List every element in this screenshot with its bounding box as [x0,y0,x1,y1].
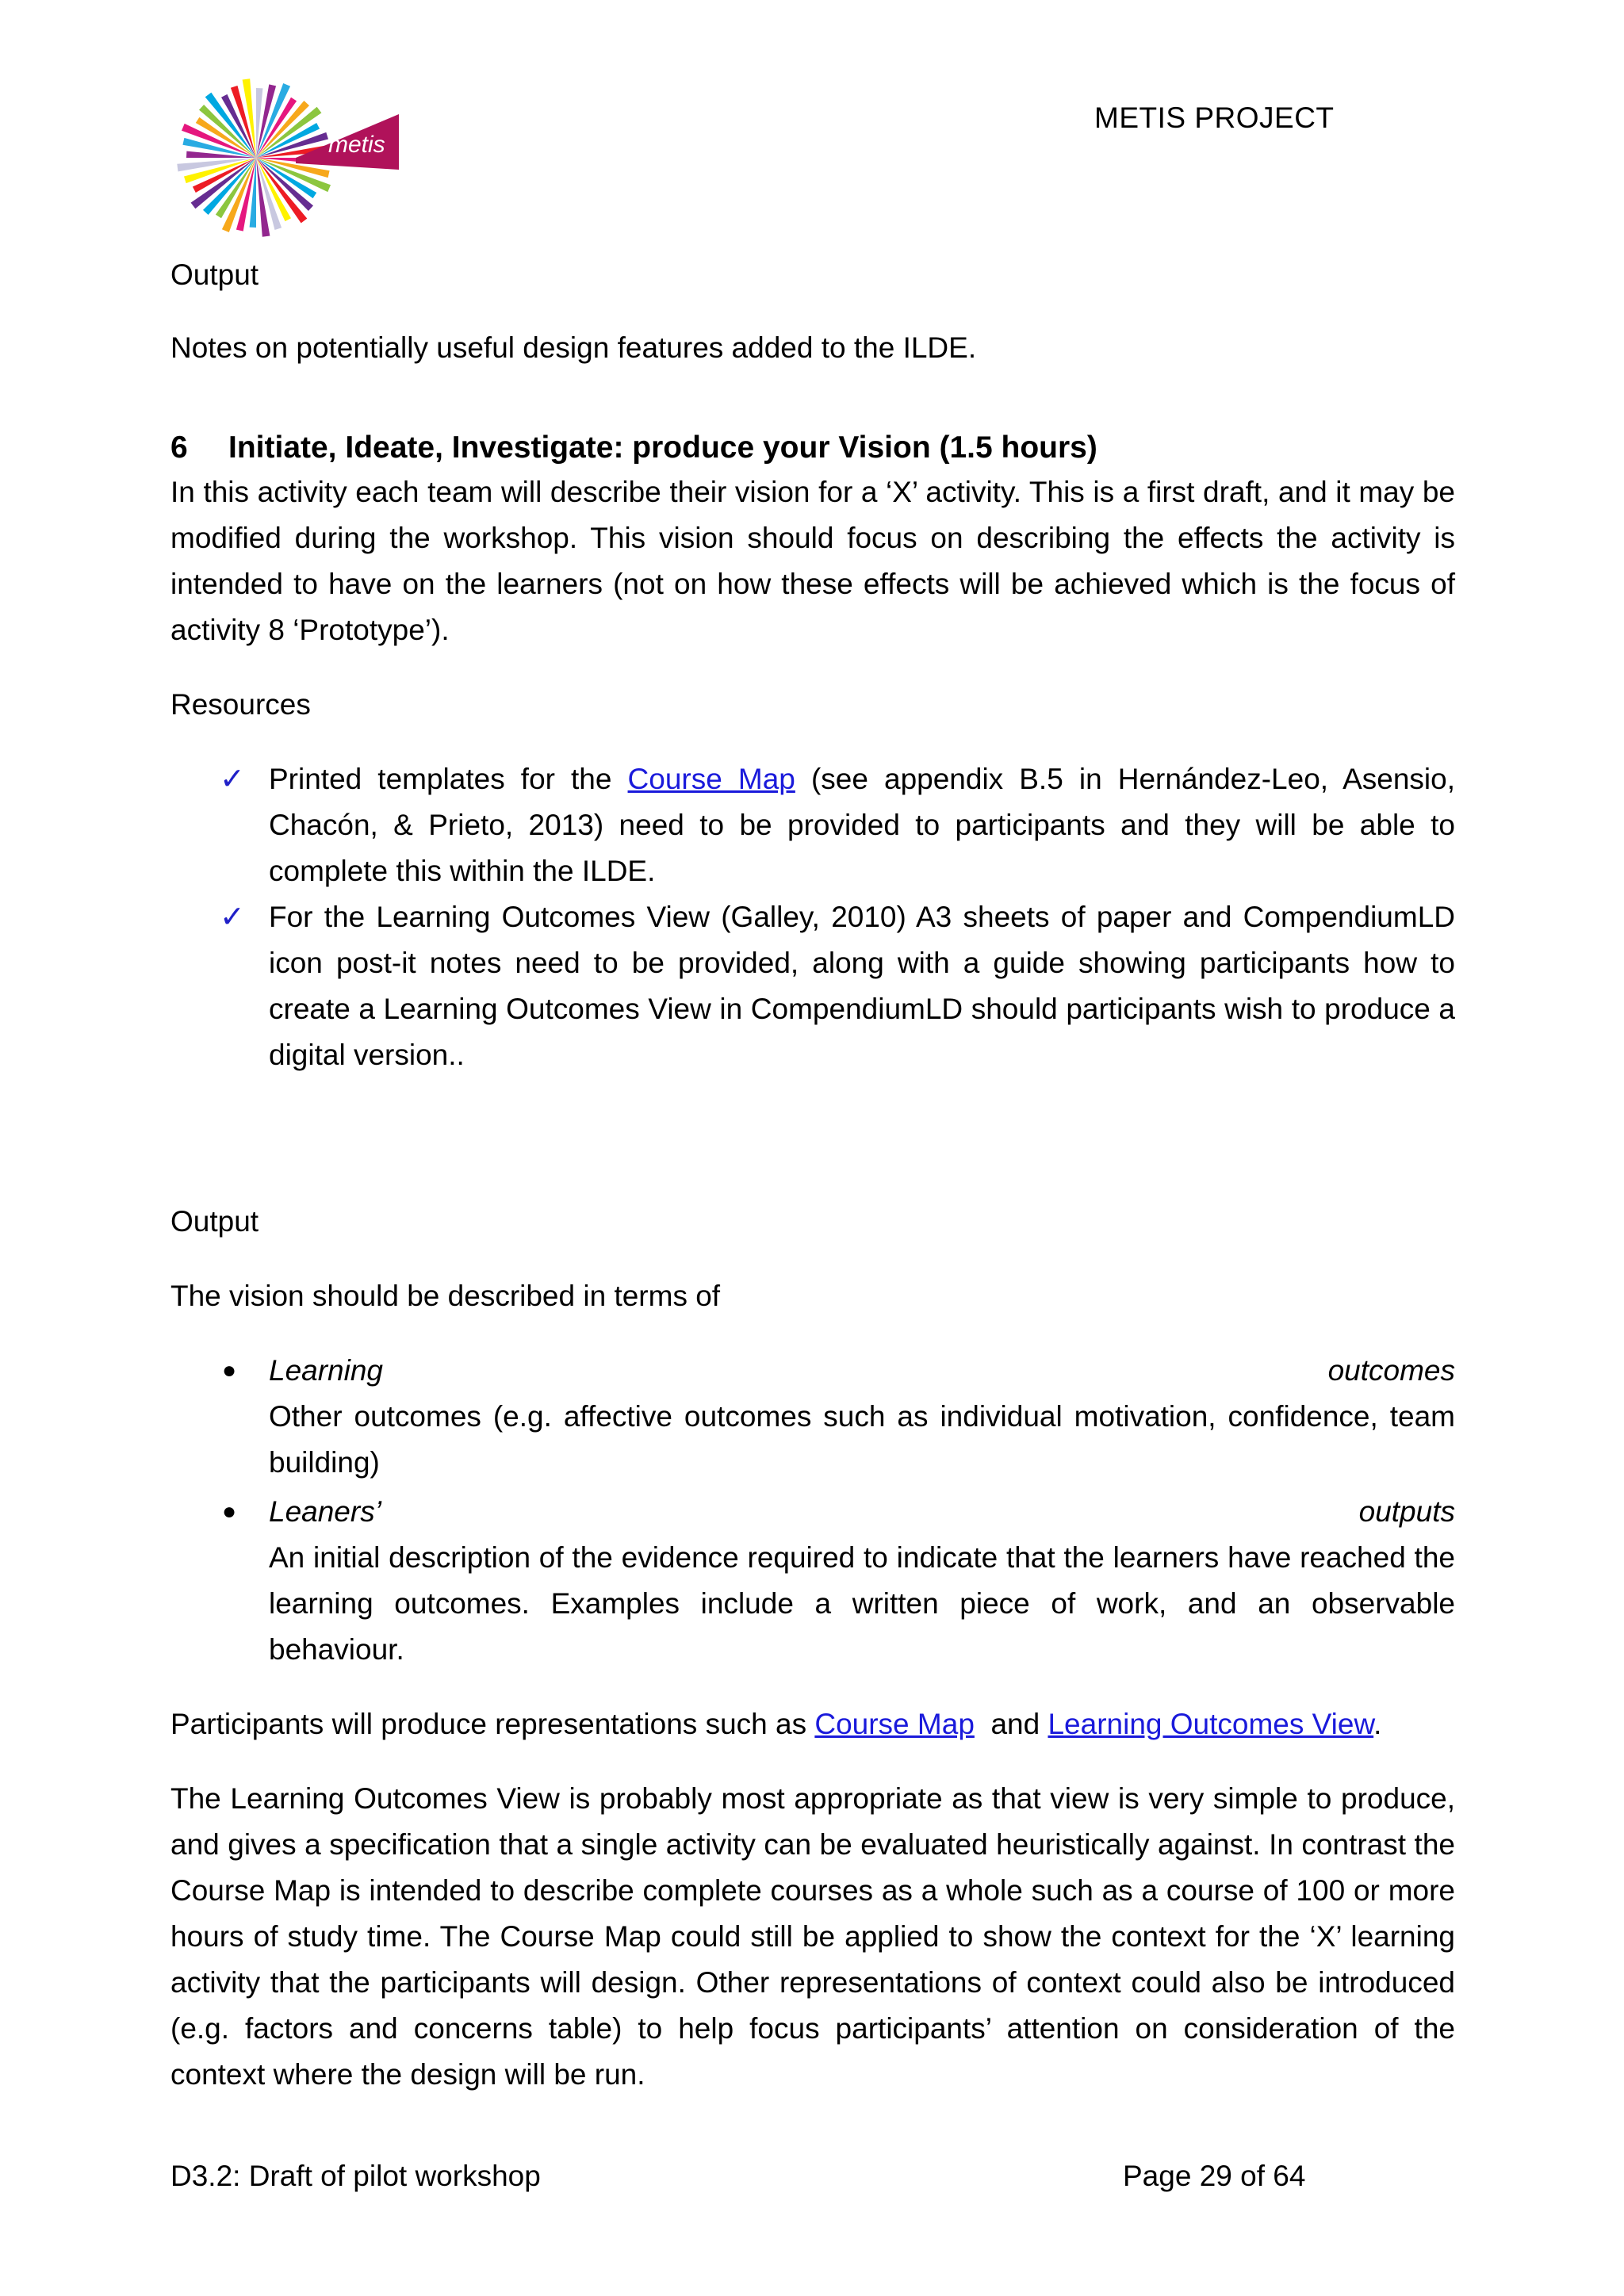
closing-paragraph: The Learning Outcomes View is probably most appropriate as that view is very simple to produce, and gives a specification that a single activity can be evaluated heuristically against. In contrast the Course Map is intended to describe complete courses as a whole such as a course of 100 or more hours of study time. The Course Map could still be applied to show the context for the ‘X’ learning activity that the participants will design. Other representations of context could also be introduced (e.g. factors and concerns table) to help focus participants’ attention on consideration of the context where the design will be run. [170,1782,1455,2091]
output-label: Output [170,1205,259,1238]
resource-item: ✓ Printed templates for the Course Map (see appendix B.5 in Hernández-Leo, Asensio, Chacón, & Prieto, 2013) need to be provided to participants and they will be able to complete this within the ILDE. [170,756,1455,894]
logo-text: metis [328,132,385,158]
main-content [170,252,1455,2098]
resources-list [170,756,1455,1078]
course-map-link[interactable]: Course Map [814,1708,975,1740]
checkmark-icon: ✓ [220,763,245,796]
output-text-top: Notes on potentially useful design features added to the ILDE. [170,331,977,364]
section-title: Initiate, Ideate, Investigate: produce your Vision (1.5 hours) [228,430,1097,465]
footer-left: D3.2: Draft of pilot workshop [170,2160,541,2192]
course-map-link[interactable]: Course Map [627,763,795,795]
checkmark-icon: ✓ [220,901,245,934]
header-title: METIS PROJECT [1094,101,1335,134]
output-label-top: Output [170,258,259,291]
bullet-icon: ● [222,1357,237,1383]
logo-ray [250,158,256,228]
vision-item: ● Leaners’ outputs An initial description of the evidence required to indicate that the learners have reached the learning outcomes. Examples include a written piece of work, and an observable behaviour. [170,1489,1455,1673]
section-heading [170,427,1455,469]
resources-label: Resources [170,688,311,721]
logo-ray [256,88,262,158]
representations-text: Participants will produce representations such as Course Map and Learning Outcomes View. [170,1708,1382,1740]
vision-item: ● Learning outcomes Other outcomes (e.g. affective outcomes such as individual motivation, confidence, team building) [170,1348,1455,1486]
section-intro: In this activity each team will describe their vision for a ‘X’ activity. This is a first draft, and it may be modified during the workshop. This vision should focus on describing the effects the activity is intended to have on the learners (not on how these effects will be achieved which is the focus of activity 8 ‘Prototype’). [170,476,1455,646]
footer-right: Page 29 of 64 [1123,2160,1306,2192]
learning-outcomes-view-link[interactable]: Learning Outcomes View [1048,1708,1374,1740]
vision-intro: The vision should be described in terms of [170,1280,721,1312]
bullet-icon: ● [222,1498,237,1525]
spacer [170,1107,1455,1199]
logo-ray [186,151,256,158]
vision-list [170,1348,1455,1673]
metis-logo [173,75,403,241]
section-number: 6 [170,430,188,465]
resource-item: ✓ For the Learning Outcomes View (Galley, 2010) A3 sheets of paper and CompendiumLD icon post-it notes need to be provided, along with a guide showing participants how to create a Learning Outcomes View in CompendiumLD should participants wish to produce a digital version.. [170,894,1455,1078]
